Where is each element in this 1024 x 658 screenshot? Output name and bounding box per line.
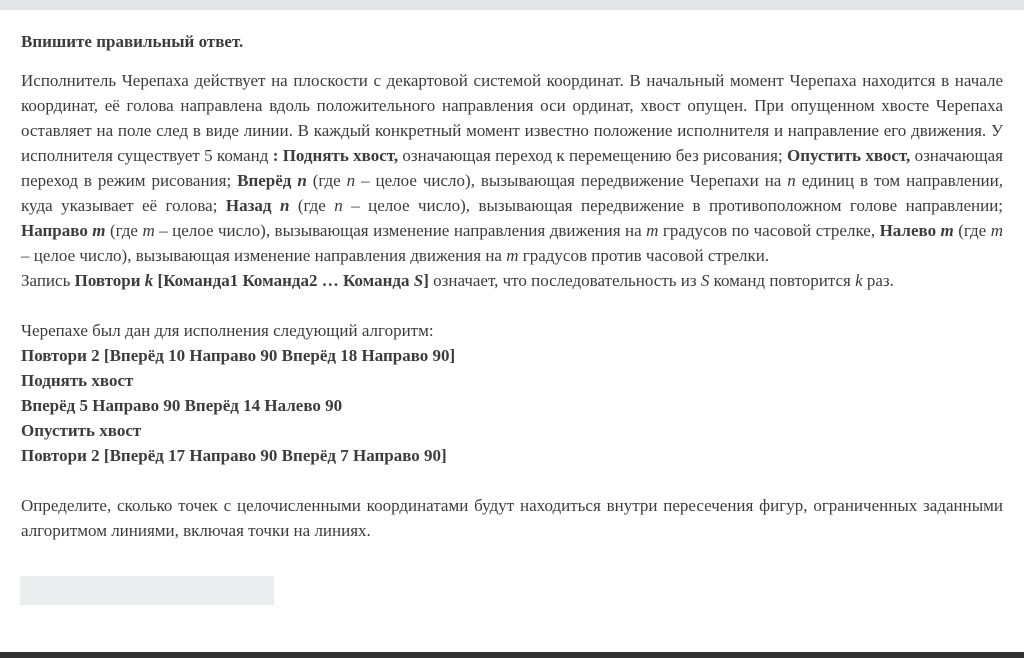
algorithm-line: Поднять хвост xyxy=(21,371,134,390)
text-segment: градусов против часовой стрелки. xyxy=(518,246,770,265)
text-segment: m xyxy=(646,221,659,240)
text-segment: команд повторится xyxy=(709,271,856,290)
text-segment: ] xyxy=(423,271,429,290)
text-segment: означающая переход в режим рисования; xyxy=(21,146,1003,190)
text-segment: Назад xyxy=(225,196,280,215)
text-segment: – целое число), вызывающая передвижение в противоположном голове направлении; xyxy=(342,196,1004,215)
text-segment: (где xyxy=(953,221,991,240)
text-segment: m xyxy=(506,246,519,265)
text-segment: – целое число), вызывающая изменение направления движения на xyxy=(21,246,507,265)
text-segment: m xyxy=(990,221,1003,240)
text-segment: n xyxy=(346,171,356,190)
text-segment: S xyxy=(413,271,424,290)
text-segment: n xyxy=(297,171,307,190)
text-segment: : Поднять хвост, xyxy=(268,146,399,165)
text-segment: Вперёд xyxy=(237,171,298,190)
text-segment: S xyxy=(700,271,710,290)
text-segment: m xyxy=(142,221,155,240)
text-segment: k xyxy=(144,271,154,290)
algorithm-line: Повтори 2 [Вперёд 10 Направо 90 Вперёд 18 Направо 90] xyxy=(21,346,456,365)
question-text: Определите, сколько точек с целочисленными координатами будут находиться внутри пересечения фигур, ограниченных заданными алгоритмом линиями, включая точки на линиях. xyxy=(21,496,1003,540)
text-segment: Опустить хвост, xyxy=(787,146,911,165)
text-segment: (где xyxy=(306,171,347,190)
text-segment: Направо xyxy=(21,221,93,240)
text-segment: – целое число), вызывающая изменение направления движения на xyxy=(154,221,647,240)
algorithm-line: Опустить хвост xyxy=(21,421,142,440)
instruction-title: Впишите правильный ответ. xyxy=(21,32,244,51)
algorithm-intro: Черепахе был дан для исполнения следующий алгоритм: xyxy=(21,321,434,340)
algorithm-line: Вперёд 5 Направо 90 Вперёд 14 Налево 90 xyxy=(21,396,343,415)
text-segment: (где xyxy=(289,196,335,215)
text-segment: n xyxy=(334,196,343,215)
bottom-bar xyxy=(0,652,1024,658)
text-segment: раз. xyxy=(862,271,894,290)
task-body xyxy=(0,10,1024,605)
text-segment: m xyxy=(940,221,954,240)
text-segment: Повтори xyxy=(74,271,145,290)
text-segment: k xyxy=(855,271,863,290)
answer-input[interactable] xyxy=(20,576,274,605)
text-segment: n xyxy=(279,196,290,215)
text-segment: Исполнитель Черепаха действует на плоскости с декартовой системой координат. В начальный момент Черепаха находится в начале координат, её голова направлена вдоль положительного направления оси ординат, хвост опущен. При опущенном хвосте Черепаха оставляет на поле след в виде линии. В каждый конкретный момент известно положение исполнителя и направление его движения. У исполнителя существует 5 команд xyxy=(21,71,1003,165)
text-segment: Налево xyxy=(879,221,941,240)
top-bar xyxy=(0,0,1024,10)
text-segment: – целое число), вызывающая передвижение Черепахи на xyxy=(355,171,788,190)
repeat-syntax-note xyxy=(21,268,1003,293)
text-segment: n xyxy=(787,171,796,190)
executor-description xyxy=(21,68,1003,268)
text-segment: означающая переход к перемещению без рисования; xyxy=(398,146,787,165)
text-segment: единиц в том направлении, куда указывает её голова; xyxy=(21,171,1004,215)
text-segment: означает, что последовательность из xyxy=(428,271,701,290)
algorithm-listing xyxy=(21,343,1003,468)
text-segment: (где xyxy=(105,221,143,240)
text-segment: m xyxy=(92,221,106,240)
text-segment: градусов по часовой стрелке, xyxy=(658,221,880,240)
text-segment: [Команда1 Команда2 … Команда xyxy=(153,271,414,290)
algorithm-line: Повтори 2 [Вперёд 17 Направо 90 Вперёд 7 Направо 90] xyxy=(21,446,447,465)
text-segment: Запись xyxy=(21,271,75,290)
